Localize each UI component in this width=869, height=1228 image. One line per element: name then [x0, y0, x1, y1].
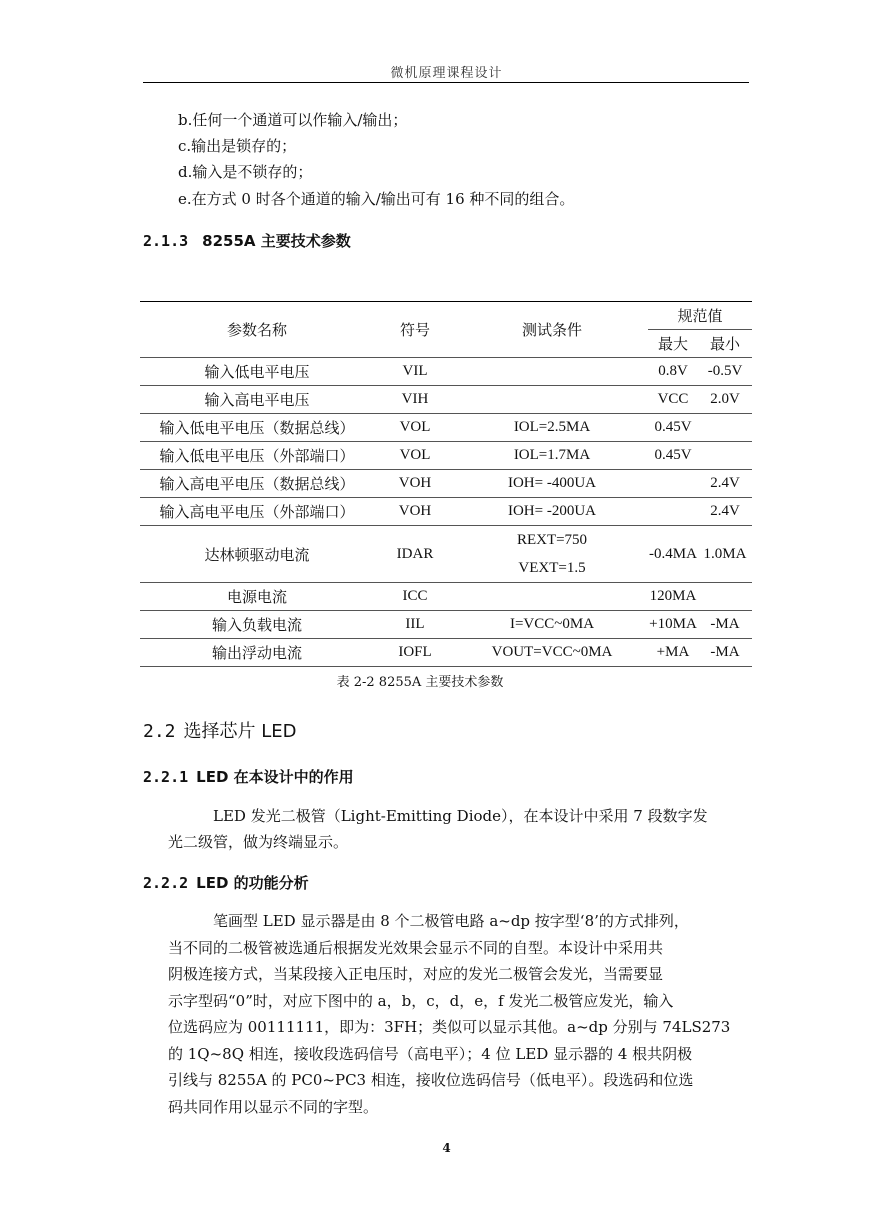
cell-symbol: IOFL	[374, 639, 456, 667]
paragraph-line: 示字型码“0”时，对应下图中的 a，b，c，d，e，f 发光二极管应发光，输入	[168, 992, 674, 1010]
table-caption: 表 2-2 8255A 主要技术参数	[336, 675, 504, 690]
cell-max: 120MA	[648, 583, 698, 611]
cell-name: 输出浮动电流	[140, 639, 374, 667]
section-title: 8255A 主要技术参数	[202, 232, 351, 250]
cell-max: -0.4MA	[648, 526, 698, 583]
cell-max: +10MA	[648, 611, 698, 639]
cell-name: 达林顿驱动电流	[140, 526, 374, 583]
cell-symbol: VIL	[374, 358, 456, 386]
section-heading-2-2-1	[143, 766, 354, 787]
page-number: 4	[442, 1141, 451, 1155]
cell-symbol: IIL	[374, 611, 456, 639]
paragraph-line: 引线与 8255A 的 PC0~PC3 相连，接收位选码信号（低电平）。段选码和位选	[168, 1071, 694, 1089]
list-item: e.在方式 0 时各个通道的输入/输出可有 16 种不同的组合。	[178, 190, 575, 208]
cell-name: 输入低电平电压（外部端口）	[140, 442, 374, 470]
cell-max	[648, 498, 698, 526]
list-item: b.任何一个通道可以作输入/输出；	[178, 111, 408, 129]
cell-max: +MA	[648, 639, 698, 667]
cell-condition: IOH= -400UA	[456, 470, 648, 498]
cell-max: 0.45V	[648, 442, 698, 470]
condition-line: REXT=750	[516, 532, 588, 548]
cell-name: 输入高电平电压（外部端口）	[140, 498, 374, 526]
cell-condition	[456, 386, 648, 414]
table-row	[140, 639, 752, 667]
section-number: 2.2.2	[143, 874, 189, 892]
table-row	[140, 386, 752, 414]
cell-symbol: VOH	[374, 470, 456, 498]
col-header-max: 最大	[648, 330, 698, 358]
cell-condition	[456, 526, 648, 583]
paragraph-line: 位选码应为 00111111，即为：3FH；类似可以显示其他。a~dp 分别与 74LS273	[168, 1018, 731, 1036]
cell-min: 2.0V	[698, 386, 752, 414]
paragraph-line: 笔画型 LED 显示器是由 8 个二极管电路 a~dp 按字型‘8’的方式排列，	[213, 912, 689, 930]
table-row	[140, 611, 752, 639]
cell-name: 输入高电平电压（数据总线）	[140, 470, 374, 498]
paragraph-line: LED 发光二极管（Light-Emitting Diode），在本设计中采用 7 段数字发	[213, 807, 708, 825]
cell-condition: IOL=2.5MA	[456, 414, 648, 442]
cell-max	[648, 470, 698, 498]
section-title: 选择芯片 LED	[183, 721, 297, 742]
page-header-title: 微机原理课程设计	[390, 66, 503, 81]
section-number: 2.2	[143, 721, 176, 742]
cell-max: 0.8V	[648, 358, 698, 386]
cell-condition: IOH= -200UA	[456, 498, 648, 526]
section-heading-2-2-2	[143, 872, 309, 893]
cell-symbol: VOH	[374, 498, 456, 526]
col-header-symbol: 符号	[374, 302, 456, 358]
cell-name: 输入低电平电压（数据总线）	[140, 414, 374, 442]
paragraph-line: 阴极连接方式，当某段接入正电压时，对应的发光二极管会发光，当需要显	[168, 965, 664, 983]
list-item: c.输出是锁存的；	[178, 137, 297, 155]
cell-condition: VOUT=VCC~0MA	[456, 639, 648, 667]
cell-max: VCC	[648, 386, 698, 414]
cell-min	[698, 442, 752, 470]
table-row	[140, 583, 752, 611]
section-heading-2-1-3	[143, 230, 351, 251]
cell-symbol: VIH	[374, 386, 456, 414]
cell-condition: IOL=1.7MA	[456, 442, 648, 470]
table-row	[140, 470, 752, 498]
table-row	[140, 526, 752, 583]
params-table	[140, 301, 752, 667]
cell-condition	[456, 358, 648, 386]
cell-min: 2.4V	[698, 470, 752, 498]
cell-name: 电源电流	[140, 583, 374, 611]
col-header-min: 最小	[698, 330, 752, 358]
cell-symbol: ICC	[374, 583, 456, 611]
cell-min: 2.4V	[698, 498, 752, 526]
header-divider	[143, 82, 749, 83]
list-item: d.输入是不锁存的；	[178, 163, 313, 181]
paragraph-line: 的 1Q~8Q 相连，接收段选码信号（高电平）；4 位 LED 显示器的 4 根共阴极	[168, 1045, 693, 1063]
col-header-spec: 规范值	[648, 302, 752, 330]
cell-name: 输入负载电流	[140, 611, 374, 639]
cell-min: -MA	[698, 639, 752, 667]
table-row	[140, 414, 752, 442]
cell-symbol: IDAR	[374, 526, 456, 583]
paragraph-line: 码共同作用以显示不同的字型。	[168, 1098, 379, 1116]
cell-condition: I=VCC~0MA	[456, 611, 648, 639]
section-number: 2.1.3	[143, 232, 189, 250]
cell-min	[698, 583, 752, 611]
table-row	[140, 498, 752, 526]
col-header-condition: 测试条件	[456, 302, 648, 358]
section-heading-2-2	[143, 717, 297, 743]
cell-condition	[456, 583, 648, 611]
section-title: LED 的功能分析	[196, 874, 309, 892]
cell-min: -0.5V	[698, 358, 752, 386]
paragraph-line: 当不同的二极管被选通后根据发光效果会显示不同的自型。本设计中采用共	[168, 939, 664, 957]
table-row	[140, 442, 752, 470]
paragraph-line: 光二级管，做为终端显示。	[168, 833, 349, 851]
cell-symbol: VOL	[374, 442, 456, 470]
cell-name: 输入低电平电压	[140, 358, 374, 386]
cell-min: -MA	[698, 611, 752, 639]
table-row	[140, 358, 752, 386]
condition-line: VEXT=1.5	[518, 560, 586, 576]
section-title: LED 在本设计中的作用	[196, 768, 354, 786]
cell-name: 输入高电平电压	[140, 386, 374, 414]
section-number: 2.2.1	[143, 768, 189, 786]
col-header-name: 参数名称	[140, 302, 374, 358]
cell-symbol: VOL	[374, 414, 456, 442]
cell-min: 1.0MA	[698, 526, 752, 583]
cell-max: 0.45V	[648, 414, 698, 442]
cell-min	[698, 414, 752, 442]
